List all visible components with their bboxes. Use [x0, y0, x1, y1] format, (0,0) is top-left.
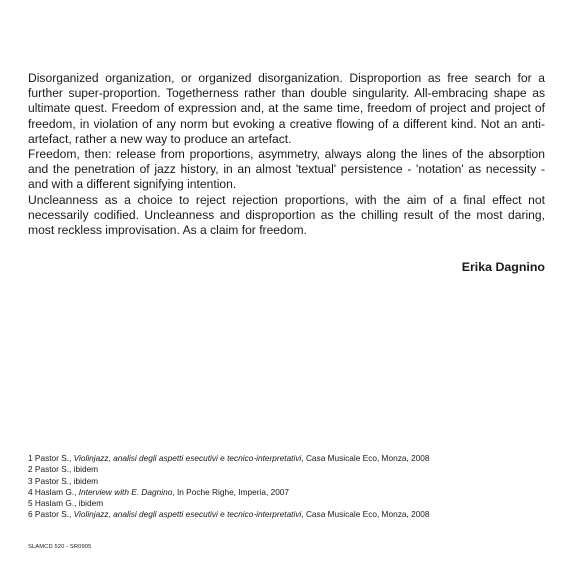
footnote-source: , Casa Musicale Eco, Monza, 2008 [301, 509, 430, 520]
footnote-title: Violinjazz, analisi degli aspetti esecutivi e tecnico-interpretativi [73, 453, 302, 463]
footnote-text: 5 Haslam G., ibidem [28, 498, 104, 509]
footnote-source: , Casa Musicale Eco, Monza, 2008 [301, 453, 430, 463]
footnote-title: Interview with E. Dagnino [78, 486, 173, 497]
footnote-item [28, 453, 558, 464]
footnotes-list [28, 453, 558, 521]
footnote-text: 6 Pastor S., [28, 509, 74, 520]
footnote-item [28, 487, 558, 498]
footnote-text: 2 Pastor S., ibidem [28, 464, 99, 475]
footnote-item [28, 509, 558, 520]
essay-paragraph-2: Freedom, then: release from proportions, asymmetry, always along the lines of the absorption and the penetration of jazz history, in an almost 'textual' persistence - 'notation' as necessity - and with a different signifying intention. [28, 147, 545, 192]
essay-body [28, 71, 545, 238]
essay-paragraph-1: Disorganized organization, or organized disorganization. Disproportion as free search for a further super-proportion. Togetherness rather than double singularity. All-embracing shape as ultimate quest. Freedom of expression and, at the same time, freedom of project and project of freedom, in violation of any norm but evoking a creative flowing of a different kind. Not an anti-artefact, rather a new way to produce an artefact. [28, 71, 545, 146]
essay-paragraph-3: Uncleanness as a choice to reject rejection proportions, with the aim of a final effect not necessarily codified. Uncleanness and disproportion as the chilling result of the most daring, most reckless improvisation. As a claim for freedom. [28, 192, 545, 238]
footnote-text: 3 Pastor S., ibidem [28, 475, 99, 486]
footnote-text: 1 Pastor S., [28, 453, 74, 463]
author-signature: Erika Dagnino [461, 260, 545, 274]
catalog-number: SLAMCD 520 - SR0905 [28, 544, 92, 550]
footnote-source: , In Poche Righe, Imperia, 2007 [172, 486, 290, 497]
footnote-text: 4 Haslam G., [28, 486, 79, 497]
footnote-item [28, 498, 558, 509]
footnote-item [28, 476, 558, 487]
footnote-title: Violinjazz, analisi degli aspetti esecutivi e tecnico-interpretativi [73, 509, 302, 520]
footnote-item [28, 464, 558, 475]
